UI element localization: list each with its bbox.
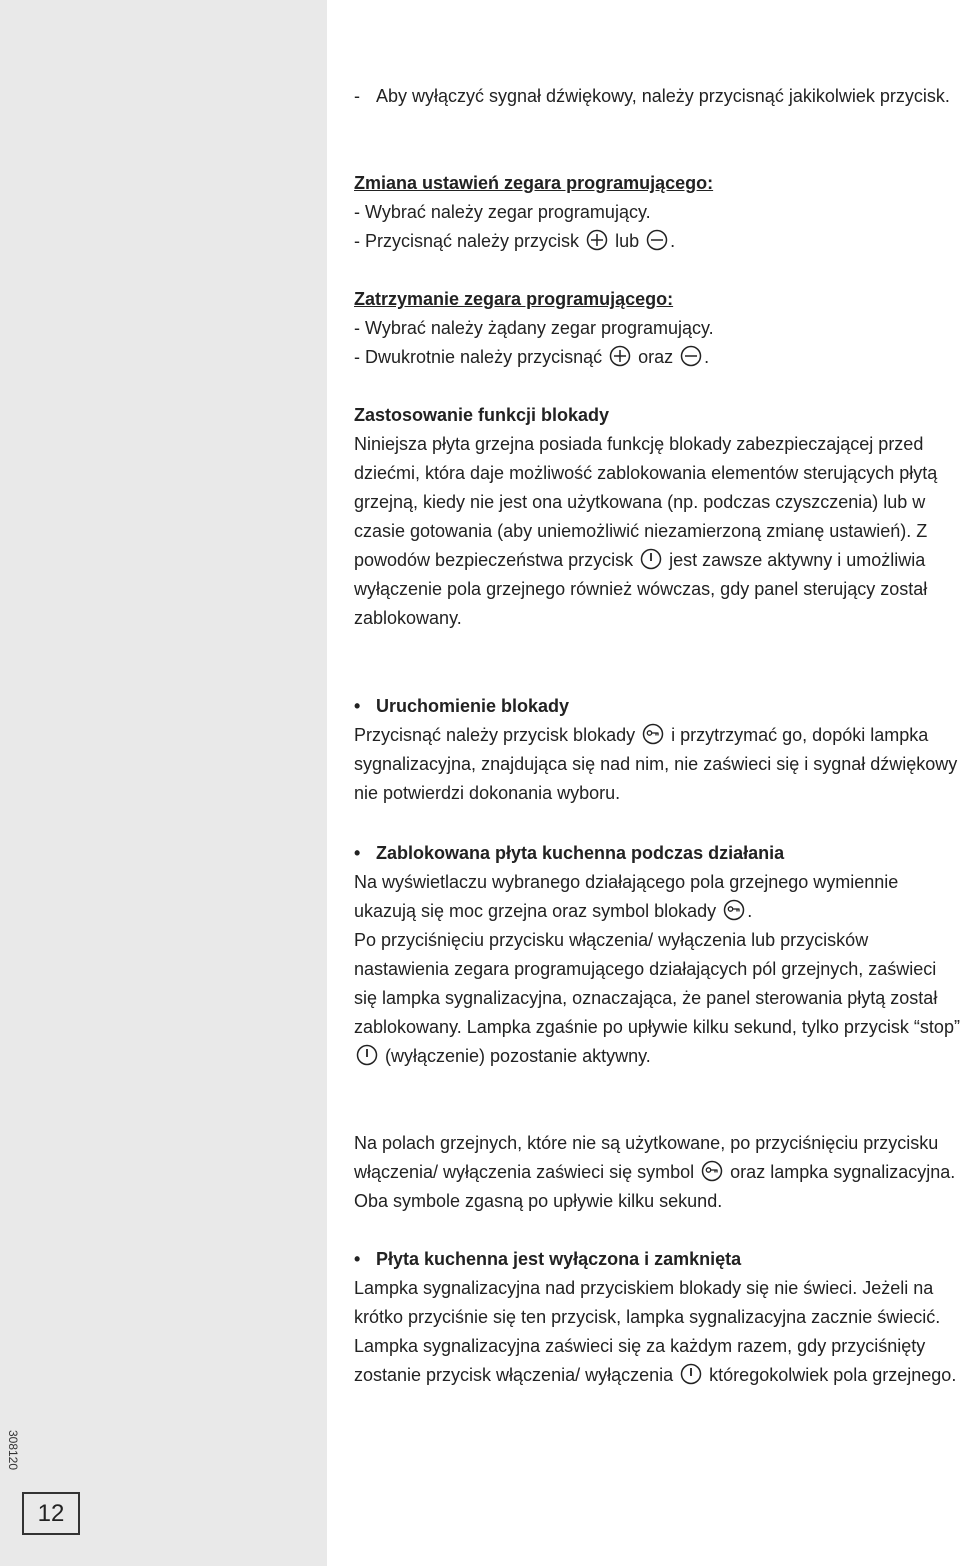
page-number: 12 bbox=[37, 1499, 65, 1527]
locked-in-use-period: . bbox=[747, 901, 753, 921]
plus-icon bbox=[586, 229, 608, 251]
key-lock-icon bbox=[723, 899, 745, 921]
unused-fields-text-2: oraz lampka sygnalizacyjna. Oba symbole zgasną po upływie kilku sekund. bbox=[354, 1162, 956, 1211]
left-margin-band bbox=[0, 0, 327, 1566]
change-timer-or: lub bbox=[615, 231, 640, 251]
activate-lock-section bbox=[354, 692, 960, 808]
locked-in-use-paragraph-2 bbox=[354, 926, 960, 1071]
stop-timer-and: oraz bbox=[638, 347, 674, 367]
minus-icon bbox=[646, 229, 668, 251]
locked-in-use-paragraph-1 bbox=[354, 868, 960, 926]
stop-timer-heading: Zatrzymanie zegara programującego: bbox=[354, 289, 674, 309]
locked-in-use-text-2: Po przyciśnięciu przycisku włączenia/ wyłączenia lub przycisków nastawienia zegara programującego działających pól grzejnych, zaświeci się lampka sygnalizacyjna, oznaczająca, że panel sterowania płytą został zablokowany. Lampka zgaśnie po upływie kilku sekund, tylko przycisk “stop” bbox=[354, 930, 960, 1037]
locked-in-use-text-3: (wyłączenie) pozostanie aktywny. bbox=[385, 1046, 651, 1066]
document-code-text: 308120 bbox=[6, 1429, 20, 1471]
document-code bbox=[6, 1428, 20, 1472]
change-timer-section bbox=[354, 169, 960, 256]
locked-in-use-heading-line bbox=[354, 839, 960, 868]
change-timer-step-2 bbox=[354, 227, 960, 256]
intro-dash: - bbox=[354, 86, 360, 106]
bullet-marker: • bbox=[354, 843, 361, 863]
change-timer-step-1: - Wybrać należy zegar programujący. bbox=[354, 202, 651, 222]
key-lock-icon bbox=[642, 723, 664, 745]
off-and-locked-text-1: Lampka sygnalizacyjna nad przyciskiem blokady się nie świeci. Jeżeli na krótko przyciśnie się ten przycisk, lampka sygnalizacyjna zacznie świecić. Lampka sygnalizacyjna zaświeci się za każdym razem, gdy przyciśnięty zostanie przycisk włączenia/ wyłączenia bbox=[354, 1278, 941, 1385]
activate-lock-text-2: i przytrzymać go, dopóki lampka sygnalizacyjna, znajdująca się nad nim, nie zaświeci się i sygnał dźwiękowy nie potwierdzi dokonania wyboru. bbox=[354, 725, 958, 803]
locked-in-use-text-1: Na wyświetlaczu wybranego działającego pola grzejnego wymiennie ukazują się moc grzejna oraz symbol blokady bbox=[354, 872, 899, 921]
locked-in-use-section bbox=[354, 839, 960, 1071]
off-and-locked-text-2: któregokolwiek pola grzejnego. bbox=[709, 1365, 957, 1385]
page-number-box bbox=[22, 1492, 80, 1535]
intro-text: Aby wyłączyć sygnał dźwiękowy, należy przycisnąć jakikolwiek przycisk. bbox=[376, 86, 950, 106]
power-icon bbox=[356, 1044, 378, 1066]
bullet-marker: • bbox=[354, 696, 361, 716]
intro-item bbox=[354, 82, 960, 111]
key-lock-icon bbox=[701, 1160, 723, 1182]
activate-lock-heading: Uruchomienie blokady bbox=[376, 696, 570, 716]
lock-function-text-1: Niniejsza płyta grzejna posiada funkcję blokady zabezpieczającej przed dziećmi, która daje możliwość zablokowania elementów sterujących płytą grzejną, kiedy nie jest ona użytkowana (np. podczas czyszczenia) lub w czasie gotowania (aby uniemożliwić niezamierzoną zmianę ustawień). Z powodów bezpieczeństwa przycisk bbox=[354, 434, 938, 570]
unused-fields-section bbox=[354, 1129, 960, 1216]
stop-timer-section bbox=[354, 285, 960, 372]
change-timer-step-2-text: - Przycisnąć należy przycisk bbox=[354, 231, 580, 251]
lock-function-heading: Zastosowanie funkcji blokady bbox=[354, 405, 610, 425]
activate-lock-text-1: Przycisnąć należy przycisk blokady bbox=[354, 725, 636, 745]
plus-icon bbox=[609, 345, 631, 367]
off-and-locked-section bbox=[354, 1245, 960, 1390]
lock-function-section bbox=[354, 401, 960, 633]
minus-icon bbox=[680, 345, 702, 367]
off-and-locked-heading: Płyta kuchenna jest wyłączona i zamknięta bbox=[376, 1249, 742, 1269]
unused-fields-paragraph bbox=[354, 1129, 960, 1216]
bullet-marker: • bbox=[354, 1249, 361, 1269]
stop-timer-step-2-text: - Dwukrotnie należy przycisnąć bbox=[354, 347, 603, 367]
off-and-locked-paragraph bbox=[354, 1274, 960, 1390]
lock-function-paragraph bbox=[354, 430, 960, 633]
locked-in-use-heading: Zablokowana płyta kuchenna podczas działania bbox=[376, 843, 785, 863]
change-timer-heading: Zmiana ustawień zegara programującego: bbox=[354, 173, 714, 193]
activate-lock-heading-line bbox=[354, 692, 960, 721]
activate-lock-paragraph bbox=[354, 721, 960, 808]
lock-function-text-2: jest zawsze aktywny i umożliwia wyłączenie pola grzejnego również wówczas, gdy panel sterujący został zablokowany. bbox=[354, 550, 928, 628]
power-icon bbox=[640, 548, 662, 570]
stop-timer-step-1: - Wybrać należy żądany zegar programujący. bbox=[354, 318, 714, 338]
unused-fields-text-1: Na polach grzejnych, które nie są użytkowane, po przyciśnięciu przycisku włączenia/ wyłączenia zaświeci się symbol bbox=[354, 1133, 939, 1182]
stop-timer-step-2 bbox=[354, 343, 960, 372]
power-icon bbox=[680, 1363, 702, 1385]
stop-timer-period: . bbox=[704, 347, 710, 367]
off-and-locked-heading-line bbox=[354, 1245, 960, 1274]
change-timer-period: . bbox=[670, 231, 676, 251]
